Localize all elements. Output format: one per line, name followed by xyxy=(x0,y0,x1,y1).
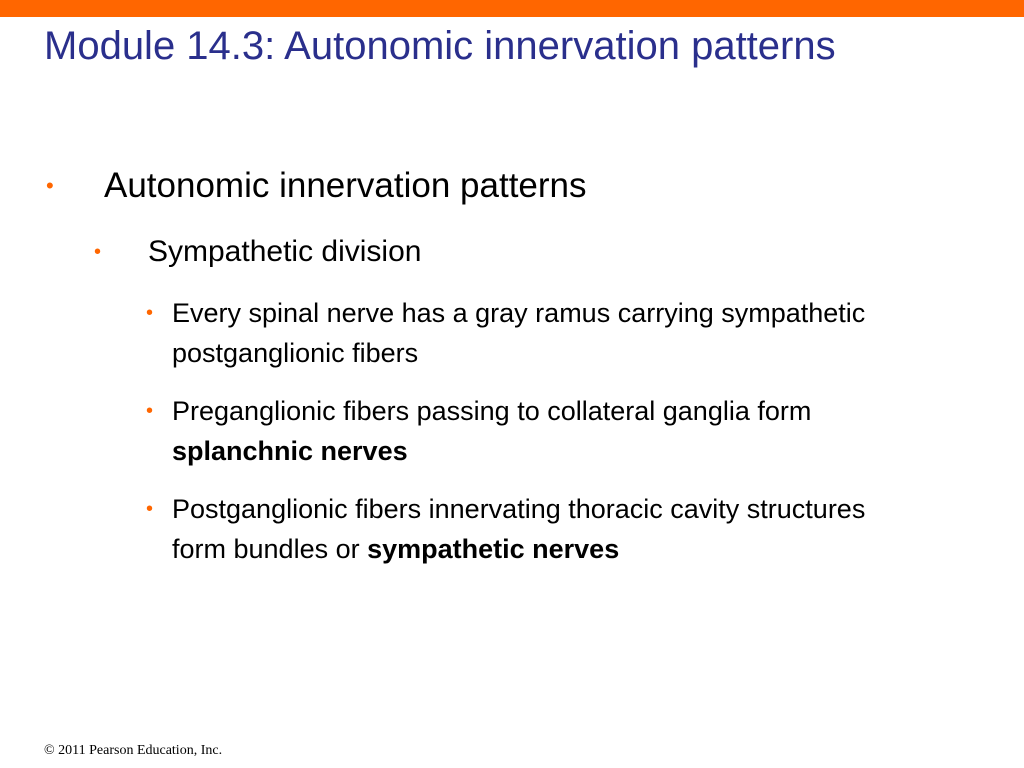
bullet-dot-icon: • xyxy=(146,498,154,520)
bullet-level3-item xyxy=(146,391,922,471)
top-accent-bar xyxy=(0,0,1024,17)
bullet-level3-text xyxy=(172,391,922,471)
point-text: Every spinal nerve has a gray ramus carrying sympathetic postganglionic fibers xyxy=(172,298,866,368)
bullet-level1-text: Autonomic innervation patterns xyxy=(104,166,587,205)
bullet-level2-text: Sympathetic division xyxy=(148,235,422,268)
bullet-dot-icon: • xyxy=(146,302,154,324)
bullet-level3-text xyxy=(172,293,922,373)
bullet-dot-icon: • xyxy=(146,400,154,422)
bullet-dot-icon: • xyxy=(94,241,102,263)
bullet-dot-icon: • xyxy=(46,173,54,198)
bullet-level3-item xyxy=(146,293,922,373)
point-bold-term: splanchnic nerves xyxy=(172,436,408,466)
bullet-level3-item xyxy=(146,489,922,569)
point-text: Preganglionic fibers passing to collateral ganglia form xyxy=(172,396,812,426)
bullet-level1 xyxy=(46,164,587,208)
bullet-level2 xyxy=(94,232,421,272)
point-bold-term: sympathetic nerves xyxy=(367,534,620,564)
copyright-footer: © 2011 Pearson Education, Inc. xyxy=(44,743,223,758)
bullet-level3-text xyxy=(172,489,922,569)
point-text: Postganglionic fibers innervating thoracic cavity structures form bundles or xyxy=(172,494,866,564)
slide-title: Module 14.3: Autonomic innervation patterns xyxy=(44,24,836,68)
